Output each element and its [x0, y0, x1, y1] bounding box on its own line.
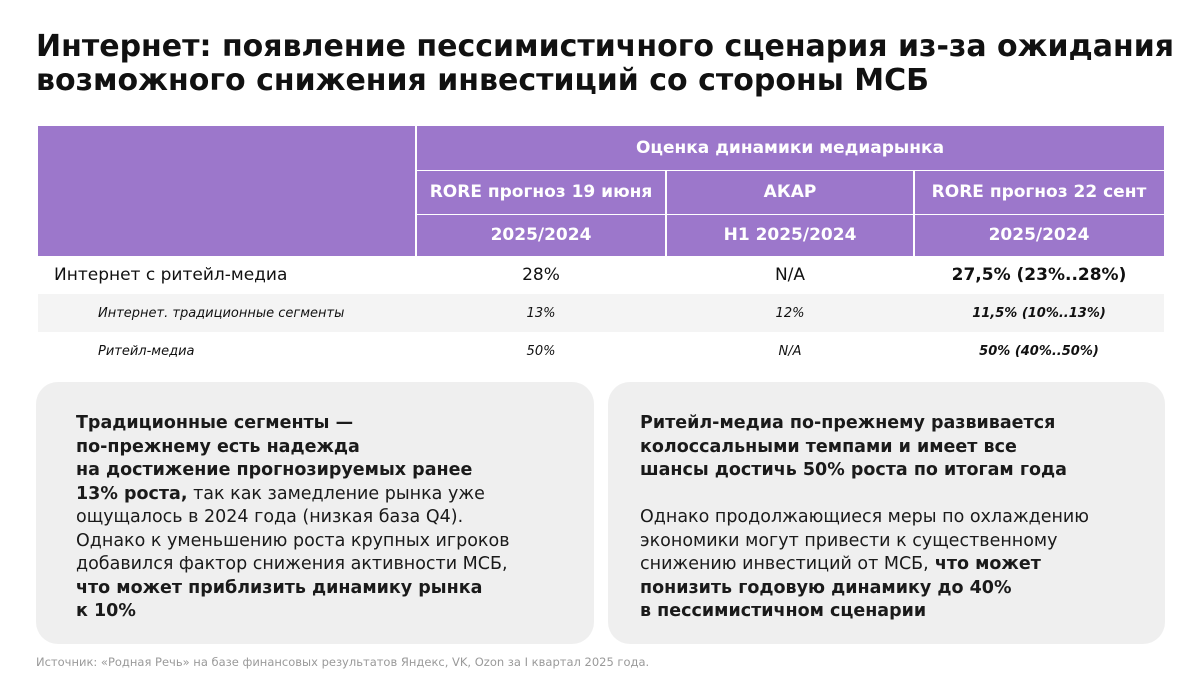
cell-value: 11,5% (10%..13%): [972, 305, 1106, 321]
card-line: что может: [928, 554, 1041, 574]
header-divider: [416, 214, 1164, 216]
header-corner: [38, 126, 416, 256]
card-text: [640, 412, 1089, 624]
card-line: экономики могут привести к существенному: [640, 530, 1058, 551]
card-line: Однако к уменьшению роста крупных игроков: [76, 530, 510, 551]
card-line: к 10%: [76, 601, 136, 621]
cell-value: 12%: [775, 305, 805, 321]
card-line: так как замедление рынка уже: [187, 483, 485, 504]
card-line: ощущалось в 2024 года (низкая база Q4).: [76, 507, 464, 527]
cell-value: 28%: [522, 265, 560, 285]
page-title: [36, 30, 1176, 98]
col-header-akar: АКАР: [666, 170, 914, 214]
table-row: [38, 256, 1164, 294]
card-line: по-прежнему есть надежда: [76, 436, 360, 457]
card-line: 13% роста,: [76, 483, 188, 504]
card-line: шансы достичь 50% роста по итогам года: [640, 460, 1067, 480]
table-row: [38, 294, 1164, 332]
cell-value: 27,5% (23%..28%): [951, 265, 1127, 285]
col-period-rore-sept: 2025/2024: [914, 214, 1164, 256]
card-line: что может приблизить динамику рынка: [76, 577, 483, 598]
cell-value: 50% (40%..50%): [979, 343, 1099, 359]
cell-value: 50%: [526, 343, 556, 359]
col-header-rore-sept: RORE прогноз 22 сент: [914, 170, 1164, 214]
card-line: понизить годовую динамику до 40%: [640, 577, 1012, 598]
header-divider: [415, 126, 417, 256]
retail-media-card: [608, 382, 1165, 644]
card-line: добавился фактор снижения активности МСБ,: [76, 554, 508, 574]
card-line: Традиционные сегменты —: [76, 413, 354, 433]
cell-value: 13%: [526, 305, 556, 321]
card-line: на достижение прогнозируемых ранее: [76, 460, 473, 480]
title-line-2: возможного снижения инвестиций со стороны МСБ: [36, 63, 929, 98]
cell-value: N/A: [778, 343, 802, 359]
table-row: [38, 332, 1164, 370]
card-line: Ритейл-медиа по-прежнему развивается: [640, 413, 1056, 433]
col-period-akar: H1 2025/2024: [666, 214, 914, 256]
card-text: [76, 412, 510, 624]
header-divider: [416, 170, 1164, 172]
source-note: Источник: «Родная Речь» на базе финансовых результатов Яндекс, VK, Ozon за I квартал 2025 года.: [36, 655, 650, 669]
col-header-rore-june: RORE прогноз 19 июня: [416, 170, 666, 214]
card-line: Однако продолжающиеся меры по охлаждению: [640, 507, 1090, 527]
card-line: колоссальными темпами и имеет все: [640, 436, 1017, 457]
row-label: Интернет с ритейл-медиа: [54, 265, 288, 285]
traditional-segments-card: [36, 382, 594, 644]
row-label: Интернет. традиционные сегменты: [98, 305, 345, 321]
cell-value: N/A: [774, 265, 806, 285]
card-line: в пессимистичном сценарии: [640, 601, 927, 621]
card-line: снижению инвестиций от МСБ,: [640, 554, 929, 574]
group-header: Оценка динамики медиарынка: [416, 126, 1164, 170]
title-line-1: Интернет: появление пессимистичного сценария из-за ожидания: [36, 29, 1174, 64]
row-label: Ритейл-медиа: [98, 343, 195, 359]
col-period-rore-june: 2025/2024: [416, 214, 666, 256]
